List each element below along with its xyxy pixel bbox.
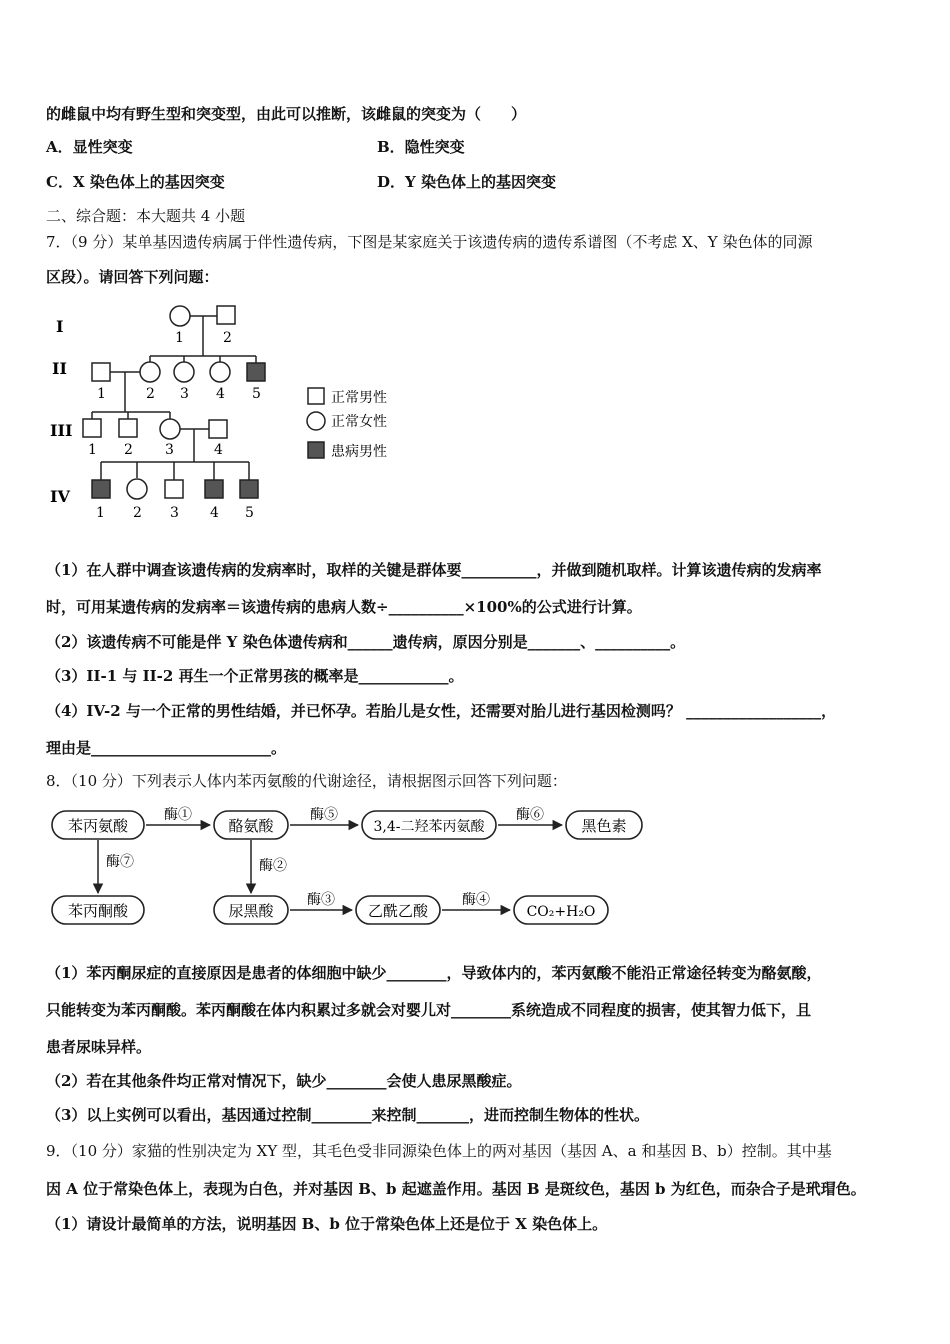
gen3-male-4 bbox=[209, 420, 227, 438]
q7-stem-line1 bbox=[46, 231, 812, 252]
enzyme-5: 酶⑤ bbox=[310, 807, 338, 823]
option-b[interactable]: B．隐性突变 bbox=[377, 138, 465, 156]
gen4-num-3: 3 bbox=[170, 505, 179, 521]
legend-affected-male: 患病男性 bbox=[331, 444, 387, 460]
gen4-num-4: 4 bbox=[210, 505, 219, 521]
gen2-num-4: 4 bbox=[216, 386, 225, 402]
gen3-num-4: 4 bbox=[214, 442, 223, 458]
gen3-num-3: 3 bbox=[165, 442, 174, 458]
node-melanin: 黑色素 bbox=[581, 817, 627, 835]
node-dopa: 3,4-二羟苯丙氨酸 bbox=[373, 819, 485, 835]
node-acetoacetate: 乙酰乙酸 bbox=[367, 902, 429, 920]
q7-part4-line1: （4）IV-2 与一个正常的男性结婚，并已怀孕。若胎儿是女性，还需要对胎儿进行基因检测吗？ __________________， bbox=[46, 702, 837, 720]
gen1-num-2: 2 bbox=[223, 330, 232, 346]
gen4-female-2 bbox=[127, 479, 147, 499]
node-co2-water: CO₂+H₂O bbox=[526, 904, 596, 920]
node-phenylalanine: 苯丙氨酸 bbox=[67, 817, 129, 835]
q7-stem-line2: 区段）。请回答下列问题： bbox=[46, 268, 219, 286]
gen4-affected-male-1 bbox=[92, 480, 110, 498]
q7-part4-line2: 理由是________________________。 bbox=[46, 739, 287, 757]
pedigree-chart bbox=[44, 298, 414, 528]
gen2-male-1 bbox=[92, 363, 110, 381]
q7-part3: （3）II-1 与 II-2 再生一个正常男孩的概率是____________。 bbox=[46, 667, 464, 685]
legend-normal-male: 正常男性 bbox=[331, 390, 387, 406]
gen4-affected-male-5 bbox=[240, 480, 258, 498]
section-title: 二、综合题：本大题共 4 小题 bbox=[46, 207, 246, 225]
option-c[interactable]: C．X 染色体上的基因突变 bbox=[46, 173, 225, 191]
gen2-num-2: 2 bbox=[146, 386, 155, 402]
legend-normal-female: 正常女性 bbox=[331, 414, 387, 430]
gen2-affected-male-5 bbox=[247, 363, 265, 381]
gen3-male-2 bbox=[119, 419, 137, 437]
q9-stem-line2: 因 A 位于常染色体上，表现为白色，并对基因 B、b 起遮盖作用。基因 B 是斑纹色，基因 b 为红色，而杂合子是玳瑁色。 bbox=[46, 1180, 866, 1198]
gen-label-i: I bbox=[56, 317, 64, 336]
q7-part1-line2: 时，可用某遗传病的发病率＝该遗传病的患病人数÷__________×100%的公式进行计算。 bbox=[46, 598, 642, 616]
gen2-female-4 bbox=[210, 362, 230, 382]
gen-label-ii: II bbox=[52, 359, 67, 378]
gen1-female-1 bbox=[170, 306, 190, 326]
q8-part1-line1: （1）苯丙酮尿症的直接原因是患者的体细胞中缺少________，导致体内的，苯丙氨酸不能沿正常途径转变为酪氨酸， bbox=[46, 964, 822, 982]
gen1-male-2 bbox=[217, 306, 235, 324]
enzyme-2: 酶② bbox=[259, 858, 287, 874]
q8-part1-line3: 患者尿味异样。 bbox=[46, 1038, 152, 1056]
gen4-num-5: 5 bbox=[245, 505, 254, 521]
gen3-male-1 bbox=[83, 419, 101, 437]
option-a[interactable]: A．显性突变 bbox=[46, 138, 133, 156]
gen-label-iii: III bbox=[50, 421, 73, 440]
gen4-num-2: 2 bbox=[133, 505, 142, 521]
gen2-num-3: 3 bbox=[180, 386, 189, 402]
option-d[interactable]: D．Y 染色体上的基因突变 bbox=[377, 173, 556, 191]
q7-stem-text1: 7．（9 分）某单基因遗传病属于伴性遗传病，下图是某家庭关于该遗传病的遗传系谱图（不考虑 X、Y 染色体的同源 bbox=[46, 233, 813, 251]
enzyme-1: 酶① bbox=[164, 807, 192, 823]
gen2-num-1: 1 bbox=[97, 386, 106, 402]
gen-label-iv: IV bbox=[50, 487, 70, 506]
node-phenylpyruvate: 苯丙酮酸 bbox=[67, 902, 129, 920]
q7-part2: （2）该遗传病不可能是伴 Y 染色体遗传病和______遗传病，原因分别是_______、__________。 bbox=[46, 633, 686, 651]
gen4-num-1: 1 bbox=[96, 505, 105, 521]
node-tyrosine: 酪氨酸 bbox=[228, 817, 274, 835]
enzyme-6: 酶⑥ bbox=[516, 807, 544, 823]
question-6-tail: 的雌鼠中均有野生型和突变型，由此可以推断，该雌鼠的突变为（ ） bbox=[46, 105, 527, 123]
gen2-num-5: 5 bbox=[252, 386, 261, 402]
q9-stem-line1 bbox=[46, 1140, 832, 1161]
gen4-male-3 bbox=[165, 480, 183, 498]
q8-part1-line2: 只能转变为苯丙酮酸。苯丙酮酸在体内积累过多就会对婴儿对________系统造成不同程度的损害，使其智力低下，且 bbox=[46, 1001, 812, 1019]
q8-stem: 8．（10 分）下列表示人体内苯丙氨酸的代谢途径，请根据图示回答下列问题： bbox=[46, 772, 567, 790]
q9-stem-text1: 9．（10 分）家猫的性别决定为 XY 型，其毛色受非同源染色体上的两对基因（基因 A、a 和基因 B、b）控制。其中基 bbox=[46, 1142, 832, 1160]
node-homogentisate: 尿黑酸 bbox=[228, 902, 274, 920]
gen3-num-2: 2 bbox=[124, 442, 133, 458]
metabolic-pathway-diagram bbox=[46, 800, 666, 930]
q8-part2: （2）若在其他条件均正常对情况下，缺少________会使人患尿黑酸症。 bbox=[46, 1072, 522, 1090]
enzyme-7: 酶⑦ bbox=[106, 854, 134, 870]
gen3-num-1: 1 bbox=[88, 442, 97, 458]
enzyme-4: 酶④ bbox=[462, 892, 490, 908]
q8-part3: （3）以上实例可以看出，基因通过控制________来控制_______，进而控制生物体的性状。 bbox=[46, 1106, 649, 1124]
q7-part1-line1: （1）在人群中调查该遗传病的发病率时，取样的关键是群体要__________，并做到随机取样。计算该遗传病的发病率 bbox=[46, 561, 822, 579]
gen2-female-3 bbox=[174, 362, 194, 382]
gen3-female-3 bbox=[160, 419, 180, 439]
legend-normal-male-icon bbox=[308, 388, 324, 404]
enzyme-3: 酶③ bbox=[307, 892, 335, 908]
legend-affected-male-icon bbox=[308, 442, 324, 458]
q8-stem-line bbox=[46, 770, 567, 791]
gen4-affected-male-4 bbox=[205, 480, 223, 498]
gen1-num-1: 1 bbox=[175, 330, 184, 346]
legend-normal-female-icon bbox=[307, 412, 325, 430]
gen2-female-2 bbox=[140, 362, 160, 382]
q9-part1: （1）请设计最简单的方法，说明基因 B、b 位于常染色体上还是位于 X 染色体上。 bbox=[46, 1215, 608, 1233]
